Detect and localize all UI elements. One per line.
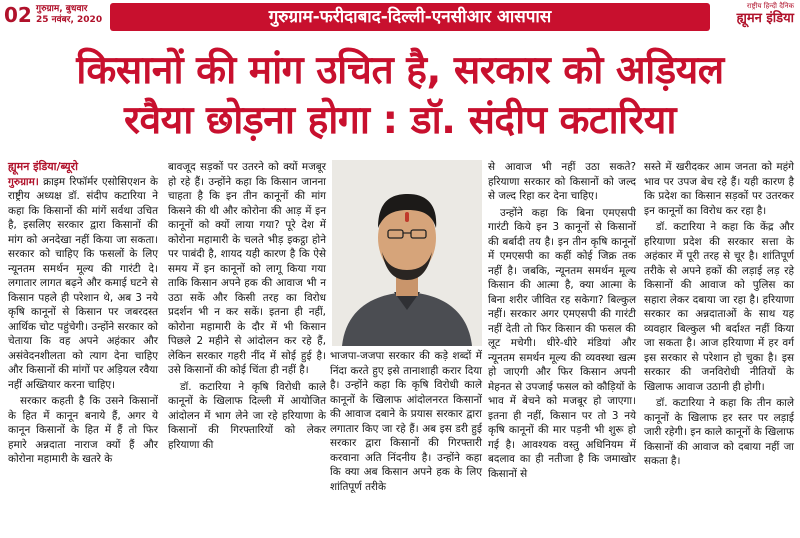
date-city-day: गुरुग्राम, बुधवार bbox=[36, 4, 88, 14]
article-column-5 bbox=[644, 160, 794, 471]
portrait-photo bbox=[332, 160, 482, 346]
headline-line-1: किसानों की मांग उचित है, सरकार को अड़ियल bbox=[76, 48, 724, 93]
section-title: गुरुग्राम-फरीदाबाद-दिल्ली-एनसीआर आसपास bbox=[268, 7, 552, 27]
page-number: 02 bbox=[4, 3, 32, 27]
paragraph: भाजपा-जजपा सरकार की कड़े शब्दों में निंदा करते हुए इसे तानाशाही करार दिया है। उन्होंने कहा कि कृषि विरोधी काले कानूनों के खिलाफ आंदोलनरत किसानों की आवाज दबाने के प्रयास सरकार द्वारा लगातार किए जा रहे हैं। अब इस डरी हुई सरकार द्वारा किसानों की गिरफ्तारी करवाना अति निंदनीय है। उन्होंने कहा कि क्या अब किसान अपने हक के लिए शांतिपूर्ण तरीके bbox=[330, 350, 482, 493]
portrait-illustration bbox=[332, 160, 482, 346]
byline: ह्यूमन इंडिया/ब्यूरो bbox=[8, 160, 78, 173]
paragraph: डॉ. कटारिया ने कहा कि केंद्र और हरियाणा प्रदेश की सरकार सत्ता के अहंकार में पूरी तरह से चूर है। शांतिपूर्ण तरीके से अपने हकों की लड़ाई लड़ रहे किसानों की आवाज को पुलिस का सहारा लेकर दबाया जा रहा है। हरियाणा सरकार का अन्नदाताओं के साथ यह व्यवहार बिल्कुल भी बर्दाश्त नहीं किया जा सकता है। आज हरियाणा में हर वर्ग इस सरकार से परेशान हो चुका है। इस सरकार की जनविरोधी नीतियों के खिलाफ आवाज उठानी ही होगी। bbox=[644, 221, 794, 393]
paragraph: डॉ. कटारिया ने कृषि विरोधी काले कानूनों के खिलाफ दिल्ली में आयोजित आंदोलन में भाग लेने जा रहे हरियाणा के किसानों की गिरफ्तारियों को लेकर हरियाणा की bbox=[168, 380, 326, 451]
brand-name: ह्यूमन इंडिया bbox=[736, 11, 794, 26]
section-band bbox=[110, 3, 710, 31]
paragraph: सरकार कहती है कि उसने किसानों के हित में कानून बनाये हैं, अगर ये कानून किसानों के हित में हैं तो फिर हमारे अन्नदाता नाराज क्यों हैं और कोरोना महामारी के खतरे के bbox=[8, 395, 158, 465]
paragraph-text: क्राइम रिफॉर्मर एसोसिएशन के राष्ट्रीय अध्यक्ष डॉ. संदीप कटारिया ने कहा कि किसानों की मांगें सर्वथा उचित है, इसलिए सरकार द्वारा किसानों की मांग को अनदेखा नहीं किया जा सकता। सरकार को चाहिए कि फसलों के लिए न्यूनतम समर्थन मूल्य की गारंटी दे। लगातार लागत बढ़ने और कमाई घटने से किसान पहले ही परेशान थे, अब 3 नये कृषि कानूनों से किसान पर जबरदस्त आर्थिक चोट पहुंचेगी। उन्होंने सरकार को चेताया कि वह अपने अहंकार और असंवेदनशीलता को त्याग देना चाहिए और किसानों की मांगों पर अड़ियल रवैया नहीं अख्तियार करना चाहिए। bbox=[8, 175, 158, 391]
headline-line-2: रवैया छोड़ना होगा : डॉ. संदीप कटारिया bbox=[124, 98, 676, 143]
paragraph: से आवाज भी नहीं उठा सकते? हरियाणा सरकार को किसानों को जल्द से जल्द रिहा कर देना चाहिए। bbox=[488, 161, 636, 202]
dateline: गुरुग्राम। bbox=[8, 175, 39, 188]
article-column-2 bbox=[168, 160, 326, 454]
brand-logo bbox=[710, 2, 794, 26]
paragraph: सस्ते में खरीदकर आम जनता को महंगे भाव पर उपज बेच रहे हैं। यही कारण है कि प्रदेश का किसान सड़कों पर उतरकर इन कानूनों का विरोध कर रहा है। bbox=[644, 161, 794, 217]
article-column-1 bbox=[8, 160, 158, 469]
masthead bbox=[0, 0, 800, 36]
dateline-block bbox=[36, 4, 102, 26]
article-column-3 bbox=[330, 349, 482, 496]
paragraph bbox=[8, 175, 158, 393]
date: 25 नवंबर, 2020 bbox=[36, 15, 103, 25]
article-column-4 bbox=[488, 160, 636, 483]
paragraph: बावजूद सड़कों पर उतरने को क्यों मजबूर हो रहे हैं। उन्होंने कहा कि किसान जानना चाहता है कि इन तीन कानूनों की मांग किसने की थी और कोरोना की आड़ में इन कानूनों को क्यों लाया गया? पूरे देश में कोरोना महामारी के चलते भीड़ इकट्ठा होने पर पाबंदी है, शायद यही कारण है कि ऐसे समय में इन कानूनों को लागू किया गया ताकि किसान अपने हक की आवाज भी न उठा सकें और किसी तरह का विरोध प्रदर्शन भी न कर सकें। इतना ही नहीं, कोरोना महामारी के दौर में भी किसान पिछले 2 महीने से आंदोलन कर रहे हैं, लेकिन सरकार गहरी नींद में सोई हुई है। उसे किसानों की कोई चिंता ही नहीं है। bbox=[168, 161, 326, 376]
paragraph: डॉ. कटारिया ने कहा कि तीन काले कानूनों के खिलाफ हर स्तर पर लड़ाई जारी रहेगी। इन काले कानूनों के खिलाफ किसानों की आवाज को दबाया नहीं जा सकता है। bbox=[644, 397, 794, 467]
brand-tagline: राष्ट्रीय हिन्दी दैनिक bbox=[746, 2, 794, 10]
paragraph: उन्होंने कहा कि बिना एमएसपी गारंटी किये इन 3 कानूनों से किसानों की बर्बादी तय है। इन तीन कृषि कानूनों में एमएसपी का कहीं कोई जिक्र तक नहीं है। जबकि, न्यूनतम समर्थन मूल्य किसान की आत्मा है, क्या आत्मा के बिना शरीर जीवित रह सकेगा? बिल्कुल नहीं। सरकार अगर एमएसपी की गारंटी नहीं देती तो फिर किसान की फसल की लूट मचेगी। धीरे-धीरे मंडियां और न्यूनतम समर्थन मूल्य की व्यवस्था खत्म हो जाएगी और फिर किसान अपनी मेहनत से उपजाई फसल को कौड़ियों के भाव में बेचने को मजबूर हो जाएगा। इतना ही नहीं, किसान पर तो 3 नये कृषि कानूनों की मार पड़नी भी शुरू हो गई है। आवश्यक वस्तु अधिनियम में बदलाव का ही नतीजा है कि जमाखोर किसानों से bbox=[488, 206, 636, 480]
headline bbox=[0, 46, 800, 146]
